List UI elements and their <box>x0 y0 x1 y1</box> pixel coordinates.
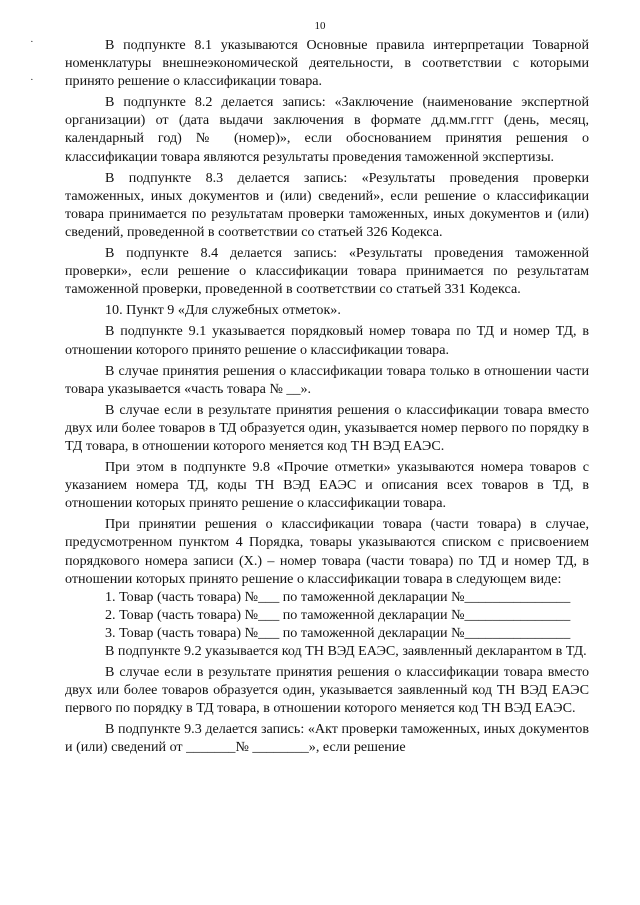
paragraph: В подпункте 8.4 делается запись: «Результаты проведения таможенной проверки», если решение о классификации товара принимается по результатам таможенной проверки, проведенной в соответствии со статьей 331 Кодекса. <box>65 245 589 298</box>
paragraph: В подпункте 9.1 указывается порядковый номер товара по ТД и номер ТД, в отношении которого принято решение о классификации товара. <box>65 323 589 358</box>
paragraph: В случае если в результате принятия решения о классификации товара вместо двух или более товаров образуется один, указывается заявленный код ТН ВЭД ЕАЭС первого по порядку в ТД товара, в отношении которого меняется код ТН ВЭД ЕАЭС. <box>65 664 589 717</box>
list-item: 2. Товар (часть товара) №___ по таможенной декларации №_______________ <box>105 606 571 623</box>
list-item: 1. Товар (часть товара) №___ по таможенной декларации №_______________ <box>105 588 571 605</box>
page-number: 10 <box>314 20 326 32</box>
paragraph: При принятии решения о классификации товара (части товара) в случае, предусмотренном пунктом 4 Порядка, товары указываются списком с присвоением порядкового номера записи (Х.) – номер товара (части товара) по ТД и номер ТД, в отношении которых принято решение о классификации товара в следующем виде: <box>65 516 589 587</box>
section-heading: 10. Пункт 9 «Для служебных отметок». <box>105 302 341 319</box>
paragraph: При этом в подпункте 9.8 «Прочие отметки» указываются номера товаров с указанием номера ТД, коды ТН ВЭД ЕАЭС и описания всех товаров в ТД, в отношении которых принято решение о классификации товара. <box>65 459 589 512</box>
list-item: 3. Товар (часть товара) №___ по таможенной декларации №_______________ <box>105 624 571 641</box>
margin-mark: · <box>30 36 34 48</box>
paragraph: В случае если в результате принятия решения о классификации товара вместо двух или более товаров в ТД образуется один, указывается номер первого по порядку в ТД товара, в отношении которого меняется код ТН ВЭД ЕАЭС. <box>65 401 589 454</box>
paragraph: В подпункте 8.2 делается запись: «Заключение (наименование экспертной организации) от (дата выдачи заключения в формате дд.мм.гггг (день, месяц, календарный год) № (номер)», если обоснованием принятия решения о классификации товара являются результаты проведения таможенной экспертизы. <box>65 94 589 165</box>
margin-mark: · <box>30 74 34 86</box>
paragraph: В подпункте 8.3 делается запись: «Результаты проведения проверки таможенных, иных документов и (или) сведений», если решение о классификации товара принимается по результатам проверки таможенных, иных документов и (или) сведений, проведенной в соответствии со статьей 326 Кодекса. <box>65 169 589 240</box>
paragraph: В подпункте 8.1 указываются Основные правила интерпретации Товарной номенклатуры внешнеэкономической деятельности, в соответствии с которыми принято решение о классификации товара. <box>65 37 589 90</box>
paragraph: В подпункте 9.2 указывается код ТН ВЭД ЕАЭС, заявленный декларантом в ТД. <box>105 643 587 659</box>
paragraph: В подпункте 9.3 делается запись: «Акт проверки таможенных, иных документов и (или) сведений от _______№ ________», если решение <box>65 721 589 756</box>
document-body <box>65 36 589 760</box>
paragraph: В случае принятия решения о классификации товара только в отношении части товара указывается «часть товара № __». <box>65 362 589 397</box>
